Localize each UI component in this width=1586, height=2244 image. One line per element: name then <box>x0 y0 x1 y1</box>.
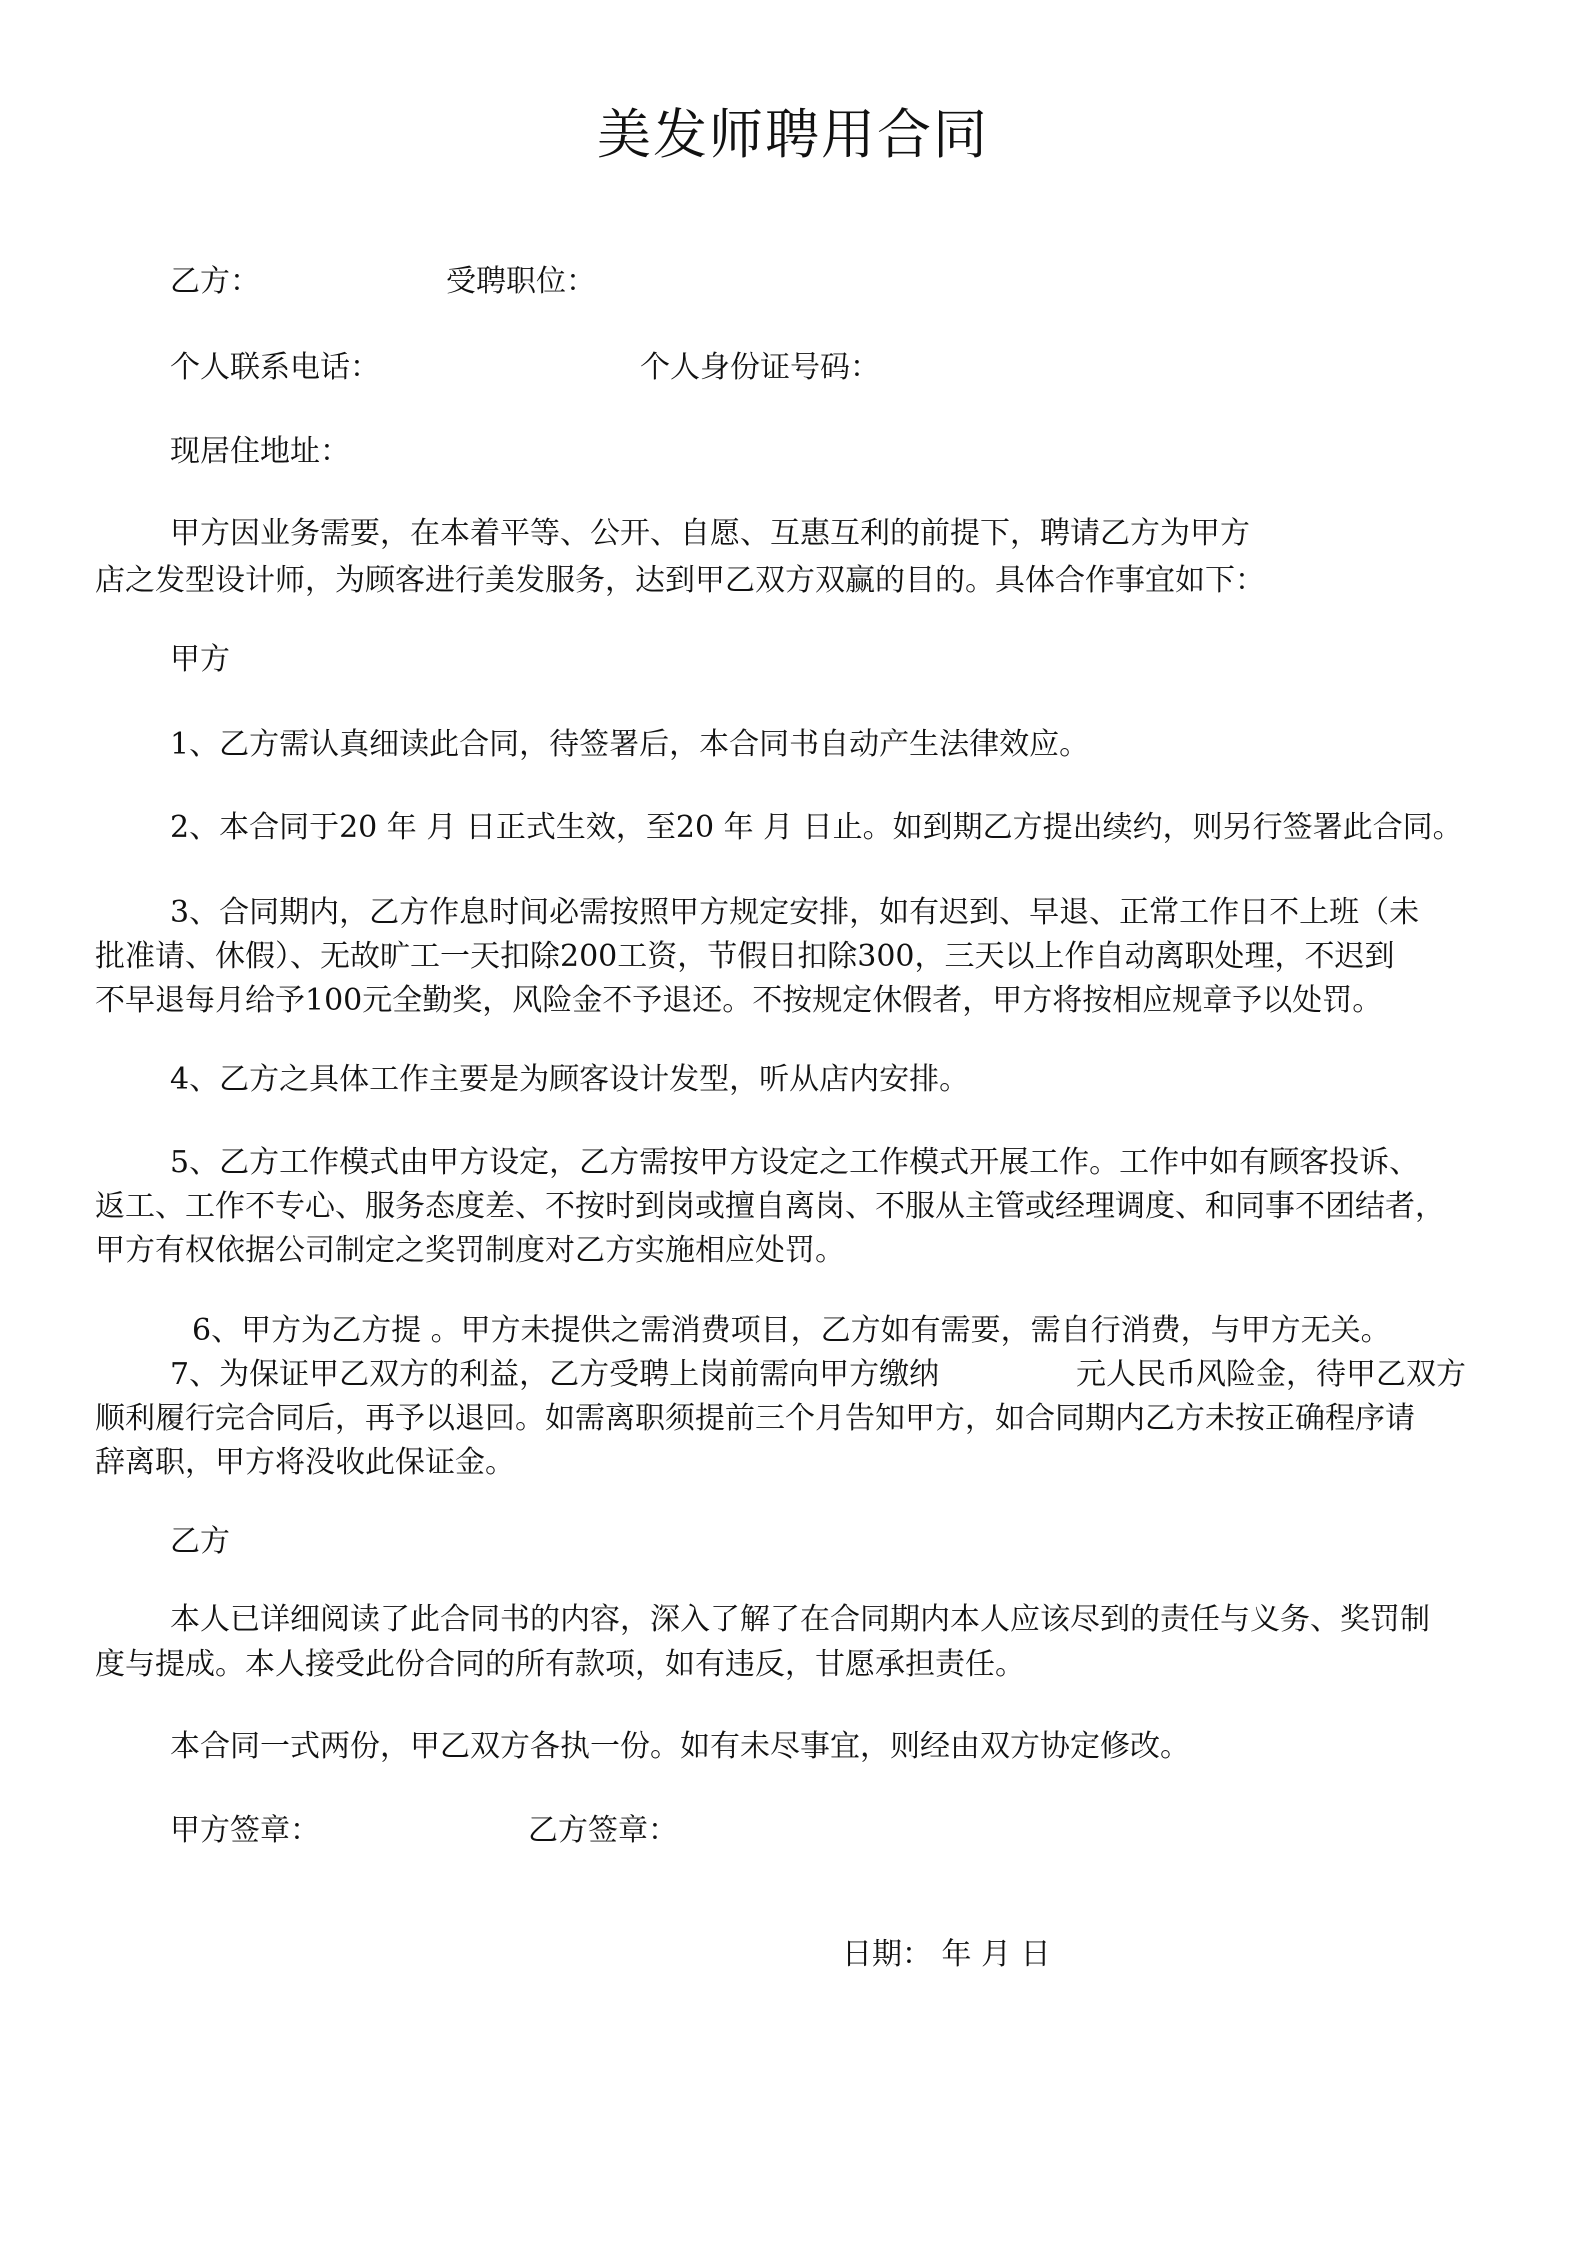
party-a-signature-label: 甲方签章： <box>170 1813 320 1848</box>
clause-1: 1、乙方需认真细读此合同，待签署后，本合同书自动产生法律效应。 <box>170 727 1090 762</box>
party-b-signature-label: 乙方签章： <box>528 1813 678 1848</box>
clause-7-line-2: 顺利履行完合同后，再予以退回。如需离职须提前三个月告知甲方，如合同期内乙方未按正确程序请 <box>95 1401 1415 1436</box>
copies-clause: 本合同一式两份，甲乙双方各执一份。如有未尽事宜，则经由双方协定修改。 <box>170 1729 1190 1764</box>
clause-3-line-3: 不早退每月给予100元全勤奖，风险金不予退还。不按规定休假者，甲方将按相应规章予以处罚。 <box>95 983 1383 1018</box>
clause-5-line-1: 5、乙方工作模式由甲方设定，乙方需按甲方设定之工作模式开展工作。工作中如有顾客投诉、 <box>170 1145 1420 1180</box>
contract-title: 美发师聘用合同 <box>597 103 989 166</box>
date-label: 日期： 年 月 日 <box>842 1937 1051 1972</box>
party-b-label: 乙方： <box>170 264 260 299</box>
id-number-label: 个人身份证号码： <box>640 350 880 385</box>
clause-5-line-2: 返工、工作不专心、服务态度差、不按时到岗或擅自离岗、不服从主管或经理调度、和同事不团结者， <box>95 1189 1445 1224</box>
phone-label: 个人联系电话： <box>170 350 380 385</box>
declaration-line-2: 度与提成。本人接受此份合同的所有款项，如有违反，甘愿承担责任。 <box>95 1647 1025 1682</box>
clause-3-line-2: 批准请、休假）、无故旷工一天扣除200工资，节假日扣除300，三天以上作自动离职处理，不迟到 <box>95 939 1395 974</box>
clause-7-line-3: 辞离职，甲方将没收此保证金。 <box>95 1445 515 1480</box>
clause-7-line-1a: 7、为保证甲乙双方的利益，乙方受聘上岗前需向甲方缴纳 <box>170 1357 940 1392</box>
intro-line-2: 店之发型设计师，为顾客进行美发服务，达到甲乙双方双赢的目的。具体合作事宜如下： <box>95 563 1265 598</box>
intro-line-1: 甲方因业务需要，在本着平等、公开、自愿、互惠互利的前提下，聘请乙方为甲方 <box>170 516 1250 551</box>
clause-6: 6、甲方为乙方提 。甲方未提供之需消费项目，乙方如有需要，需自行消费，与甲方无关。 <box>192 1313 1391 1348</box>
party-a-heading: 甲方 <box>170 642 230 677</box>
declaration-line-1: 本人已详细阅读了此合同书的内容，深入了解了在合同期内本人应该尽到的责任与义务、奖罚制 <box>170 1602 1430 1637</box>
clause-4: 4、乙方之具体工作主要是为顾客设计发型，听从店内安排。 <box>170 1062 970 1097</box>
clause-3-line-1: 3、合同期内，乙方作息时间必需按照甲方规定安排，如有迟到、早退、正常工作日不上班（未 <box>170 895 1420 930</box>
clause-7-line-1b: 元人民币风险金，待甲乙双方 <box>1076 1357 1466 1392</box>
party-b-heading: 乙方 <box>170 1524 230 1559</box>
clause-2: 2、本合同于20 年 月 日正式生效，至20 年 月 日止。如到期乙方提出续约，则另行签署此合同。 <box>170 810 1463 845</box>
position-label: 受聘职位： <box>446 264 596 299</box>
clause-5-line-3: 甲方有权依据公司制定之奖罚制度对乙方实施相应处罚。 <box>95 1233 845 1268</box>
address-label: 现居住地址： <box>170 434 350 469</box>
